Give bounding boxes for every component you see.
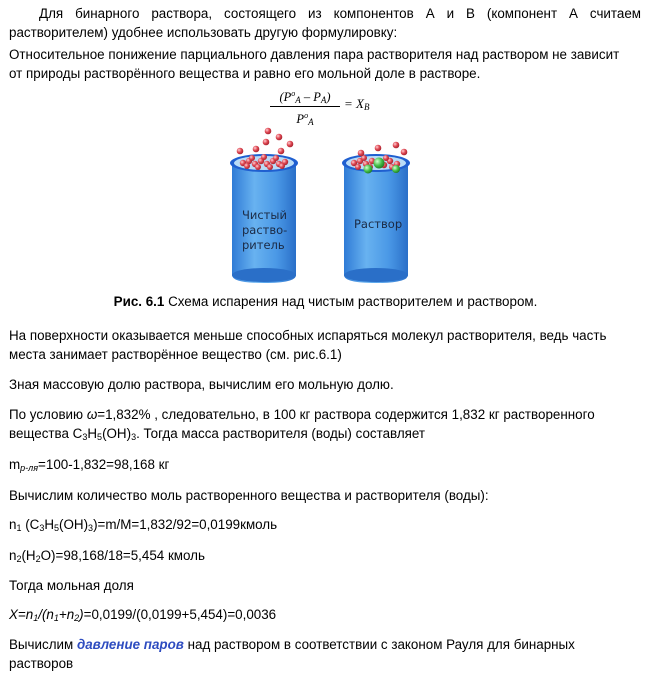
statement-text-2: от природы растворённого вещества и равно его мольной доле в растворе. xyxy=(9,66,481,81)
statement-line2 xyxy=(9,64,641,83)
statement-line1 xyxy=(9,45,641,64)
raoult-text-2: растворов xyxy=(9,656,74,671)
pure-solvent-label-3: ритель xyxy=(242,238,285,252)
explanation-line1 xyxy=(9,326,641,345)
evaporation-figure xyxy=(0,125,651,285)
caption-text: Схема испарения над чистым растворителем и раствором. xyxy=(164,294,538,309)
solute-molecule-3 xyxy=(392,165,400,173)
moles-intro-text: Вычислим количество моль растворенного вещества и растворителя (воды): xyxy=(9,488,489,503)
formula-numerator: $(P^o_A - P_A)$ xyxy=(279,89,331,106)
pure-solvent-label-1: Чистый xyxy=(242,208,287,222)
omega-symbol: ω xyxy=(86,407,98,422)
intro-text-1: Для бинарного раствора, состоящего из компонентов А и В (компонент А считаем xyxy=(39,6,641,21)
condition-line1: По условию ω=1,832% , следовательно, в 100 кг раствора содержится 1,832 кг растворенного xyxy=(9,407,595,422)
vapor-pressure-link[interactable]: давление паров xyxy=(76,637,184,652)
n2-equation: $n_2(H_2O)=98,168/18=5,454$ кмоль xyxy=(9,548,205,564)
mass-fraction-text: Зная массовую долю раствора, вычислим его мольную долю. xyxy=(9,377,394,392)
raoult-paragraph-line1: Вычислим давление паров над раствором в соответствии с законом Рауля для бинарных xyxy=(9,637,575,652)
explanation-text-1: На поверхности оказывается меньше способных испаряться молекул растворителя, ведь часть xyxy=(9,328,607,343)
mole-fraction-intro xyxy=(9,576,641,595)
n1-equation: $n_1$ $(C_3H_5(OH)_3)=m/M=1,832/92=0,0199кмоль$ xyxy=(9,517,278,533)
fraction-bar xyxy=(270,106,340,107)
formula-rhs: = $X_B$ xyxy=(344,96,370,112)
raoult-paragraph-line2 xyxy=(9,654,641,673)
intro-paragraph-line2 xyxy=(9,23,641,42)
formula-denominator: $P^o_A$ xyxy=(296,111,314,128)
figure-caption xyxy=(0,292,651,311)
right-beaker-bottom xyxy=(344,268,408,282)
explanation-text-2: места занимает растворённое вещество (см. рис.6.1) xyxy=(9,347,342,362)
intro-text-2: растворителем) удобнее использовать другую формулировку: xyxy=(9,25,398,40)
explanation-line2 xyxy=(9,345,641,364)
solute-molecule-2 xyxy=(364,165,373,174)
intro-paragraph-line1 xyxy=(9,4,641,23)
mole-fraction-equation: $X=n_1/(n_1+n_2)=0,0199/(0,0199+5,454)=0,0036$ xyxy=(9,607,277,623)
solute-molecule-1 xyxy=(374,158,385,169)
pure-solvent-label-2: раство- xyxy=(242,223,288,237)
condition-line2: вещества $C_3H_5(OH)_3$. Тогда масса растворителя (воды) составляет xyxy=(9,426,426,442)
formula-fraction xyxy=(270,86,340,127)
statement-text-1: Относительное понижение парциального давления пара растворителя над раствором не зависит xyxy=(9,47,620,62)
moles-intro xyxy=(9,486,641,505)
left-beaker-bottom xyxy=(232,268,296,282)
solution-label: Раствор xyxy=(354,217,403,231)
caption-number: Рис. 6.1 xyxy=(113,294,165,309)
mole-fraction-text: Тогда мольная доля xyxy=(9,578,134,593)
raoult-formula xyxy=(270,86,380,126)
mass-fraction-paragraph xyxy=(9,375,641,394)
left-molecules xyxy=(237,128,294,170)
solvent-mass-equation: $m_{р-ля}=100-1,832=98,168$ кг xyxy=(9,457,170,473)
